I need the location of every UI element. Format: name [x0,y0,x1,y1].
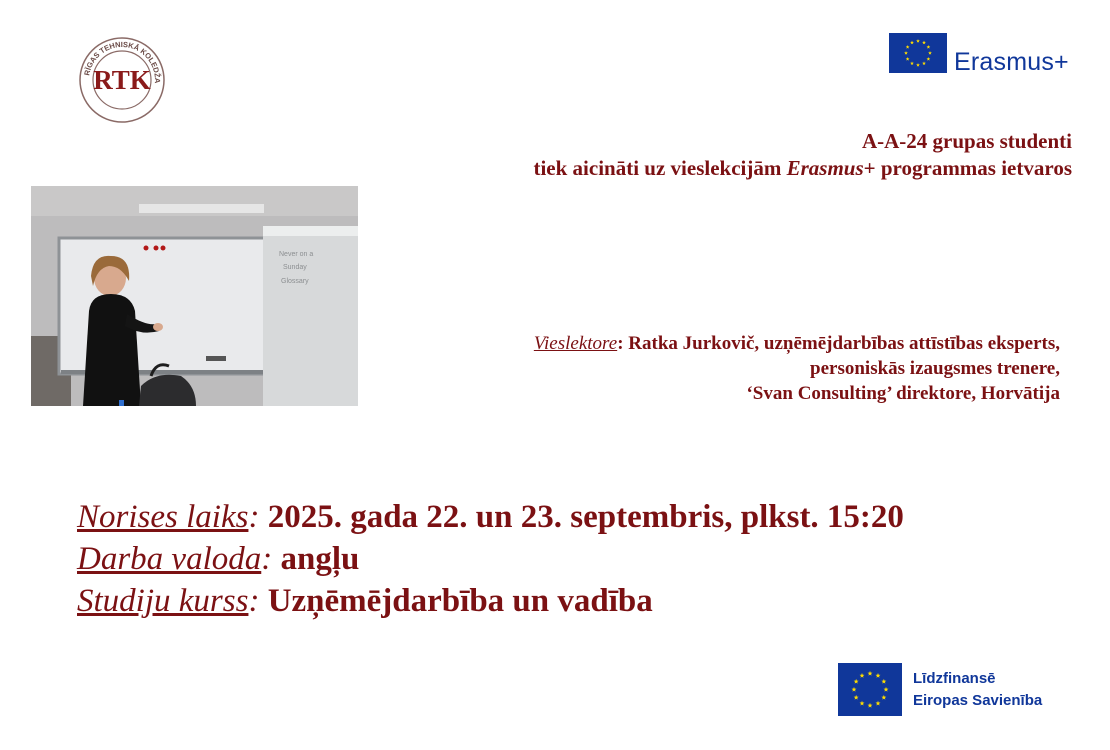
event-time-label: Norises laiks [77,499,249,535]
lecturer-info [534,331,1060,406]
lecturer-line-3: ‘Svan Consulting’ direktore, Horvātija [746,383,1060,404]
event-language-label: Darba valoda [77,541,262,577]
eu-cofunded-logo [838,663,1042,716]
photo-board-text-1: Never on a [279,251,314,258]
event-course-row [77,580,904,622]
heading-erasmus-italic: Erasmus [786,156,864,180]
lecturer-line-2: personiskās izaugsmes trenere, [810,358,1060,379]
eu-cofunded-line-1: Līdzfinansē [913,669,996,687]
eu-cofunded-line-2: Eiropas Savienība [913,691,1043,709]
lecturer-name: Ratka Jurkovič, uzņēmējdarbības attīstības eksperts, [623,333,1060,354]
photo-board-text-2: Sunday [283,264,307,271]
event-time-row [77,496,904,538]
lecturer-label: Vieslektore [533,333,618,354]
heading-line-1: A-A-24 grupas studenti [861,129,1072,153]
event-language-colon: : [261,541,273,577]
event-course-colon: : [248,583,260,619]
heading-line-2-after: + programmas ietvaros [863,156,1072,180]
erasmus-wordmark: Erasmus+ [954,48,1069,76]
eu-cofunded-text [913,668,1042,712]
heading-line-2-before: tiek aicināti uz vieslekcijām [533,156,787,180]
heading-line-2 [533,155,1072,182]
rtk-college-logo [78,36,166,124]
photo-board-text-3: Glossary [281,278,309,285]
event-details [77,496,904,622]
lecturer-label-colon: : [617,333,624,354]
lecture-photo [31,186,358,406]
event-time-colon: : [248,499,260,535]
event-course-value: Uzņēmējdarbība un vadība [259,583,653,619]
event-time-value: 2025. gada 22. un 23. septembris, plkst. 15:20 [259,499,904,535]
erasmus-plus-logo [889,33,1069,76]
event-language-row [77,538,904,580]
logo-ring-text: RĪGAS TEHNISKĀ KOLEDŽA [82,39,163,84]
lecturer-line-1 [534,331,1060,356]
logo-initials: RTK [93,65,151,95]
invitation-heading [533,128,1072,182]
event-course-label: Studiju kurss [77,583,249,619]
eu-flag-icon [889,33,947,73]
eu-flag-icon [838,663,902,716]
event-language-value: angļu [272,541,360,577]
